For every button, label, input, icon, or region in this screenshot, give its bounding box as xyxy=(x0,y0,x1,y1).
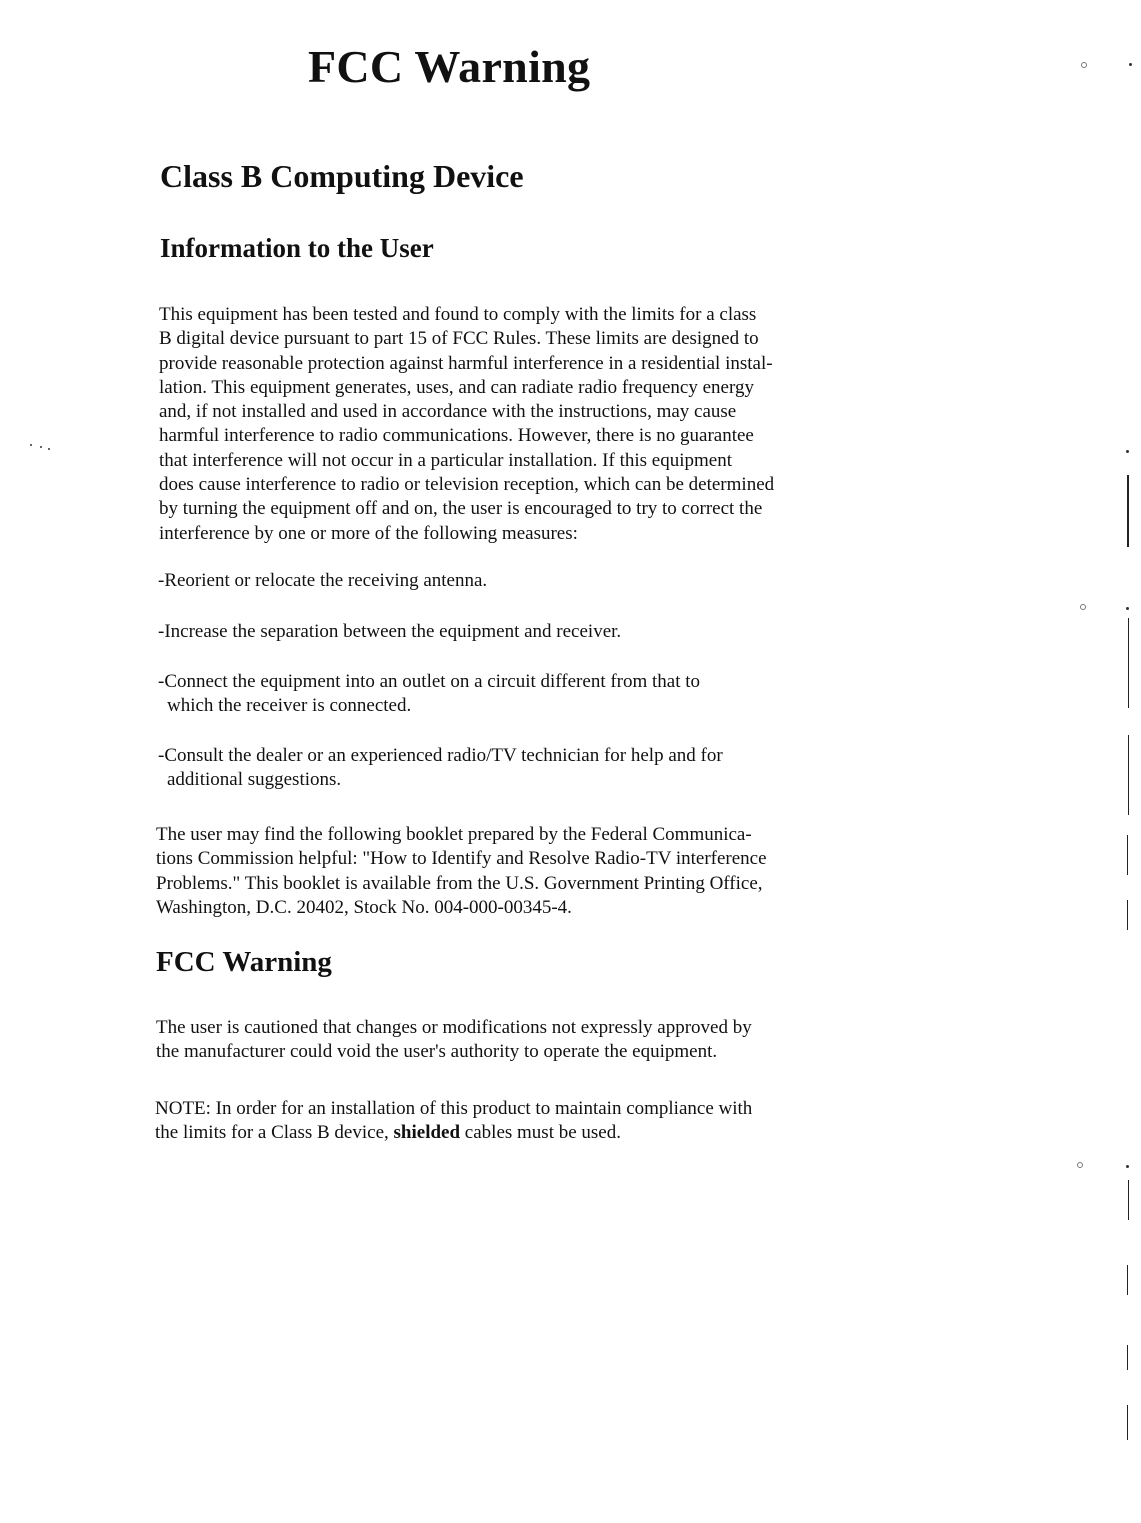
subsection-title: Information to the User xyxy=(160,233,434,263)
scan-mark xyxy=(1127,475,1129,547)
note-line: NOTE: In order for an installation of this product to maintain compliance with xyxy=(155,1098,753,1119)
intro-line: lation. This equipment generates, uses, and can radiate radio frequency energy xyxy=(159,376,754,398)
measure-line: -Connect the equipment into an outlet on a circuit different from that to xyxy=(158,671,701,692)
measure-line: -Consult the dealer or an experienced radio/TV technician for help and for xyxy=(158,745,723,766)
intro-line: provide reasonable protection against harmful interference in a residential instal- xyxy=(159,352,773,374)
intro-line: does cause interference to radio or television reception, which can be determined xyxy=(159,474,775,496)
scan-mark xyxy=(1127,1265,1128,1295)
measure-item-separation xyxy=(158,620,621,644)
scan-mark xyxy=(1128,735,1129,815)
note-emphasis: shielded xyxy=(393,1122,461,1144)
intro-line: and, if not installed and used in accordance with the instructions, may cause xyxy=(159,401,737,423)
scan-mark xyxy=(1127,900,1128,930)
booklet-line: Problems." This booklet is available from the U.S. Government Printing Office, xyxy=(156,872,763,894)
measure-item-consult xyxy=(158,744,723,793)
intro-line: interference by one or more of the following measures: xyxy=(159,522,578,544)
scan-dot xyxy=(30,444,32,446)
measure-line: -Increase the separation between the equipment and receiver. xyxy=(158,621,622,642)
booklet-line: Washington, D.C. 20402, Stock No. 004-000-00345-4. xyxy=(156,896,572,918)
scan-ring xyxy=(1080,604,1086,610)
note-paragraph xyxy=(155,1097,752,1146)
intro-line: This equipment has been tested and found to comply with the limits for a class xyxy=(159,304,757,325)
booklet-paragraph xyxy=(156,823,767,920)
scan-mark xyxy=(1127,1405,1128,1440)
scan-ring xyxy=(1077,1162,1083,1168)
measure-line: -Reorient or relocate the receiving antenna. xyxy=(158,570,488,591)
measure-line: additional suggestions. xyxy=(167,769,342,791)
scan-mark xyxy=(1128,1180,1129,1220)
warning-paragraph xyxy=(156,1016,752,1065)
scan-dot xyxy=(40,446,42,448)
warning-title: FCC Warning xyxy=(156,946,332,978)
measure-item-outlet xyxy=(158,670,700,719)
intro-paragraph xyxy=(159,303,774,546)
intro-line: harmful interference to radio communications. However, there is no guarantee xyxy=(159,425,754,447)
warning-line: the manufacturer could void the user's authority to operate the equipment. xyxy=(156,1041,718,1063)
scan-mark xyxy=(1128,618,1129,708)
scan-dot xyxy=(1126,1165,1129,1168)
intro-line: by turning the equipment off and on, the user is encouraged to try to correct the xyxy=(159,498,763,520)
scan-dot xyxy=(1129,63,1132,66)
warning-line: The user is cautioned that changes or modifications not expressly approved by xyxy=(156,1017,752,1038)
measure-item-reorient xyxy=(158,569,487,593)
section-title: Class B Computing Device xyxy=(160,158,524,194)
booklet-line: The user may find the following booklet prepared by the Federal Communica- xyxy=(156,824,752,845)
measure-line: which the receiver is connected. xyxy=(167,695,412,717)
intro-line: that interference will not occur in a particular installation. If this equipment xyxy=(159,449,732,471)
scan-dot xyxy=(1126,450,1129,453)
booklet-line: tions Commission helpful: "How to Identify and Resolve Radio-TV interference xyxy=(156,848,767,870)
page-title: FCC Warning xyxy=(308,41,591,92)
note-line xyxy=(155,1121,752,1145)
scan-dot xyxy=(1126,607,1129,610)
note-text: the limits for a Class B device, xyxy=(155,1122,394,1144)
intro-line: B digital device pursuant to part 15 of FCC Rules. These limits are designed to xyxy=(159,328,759,350)
scan-ring xyxy=(1081,62,1087,68)
scan-mark xyxy=(1127,835,1128,875)
scan-mark xyxy=(1127,1345,1128,1370)
scan-dot xyxy=(48,448,50,450)
note-text: cables must be used. xyxy=(460,1122,621,1144)
